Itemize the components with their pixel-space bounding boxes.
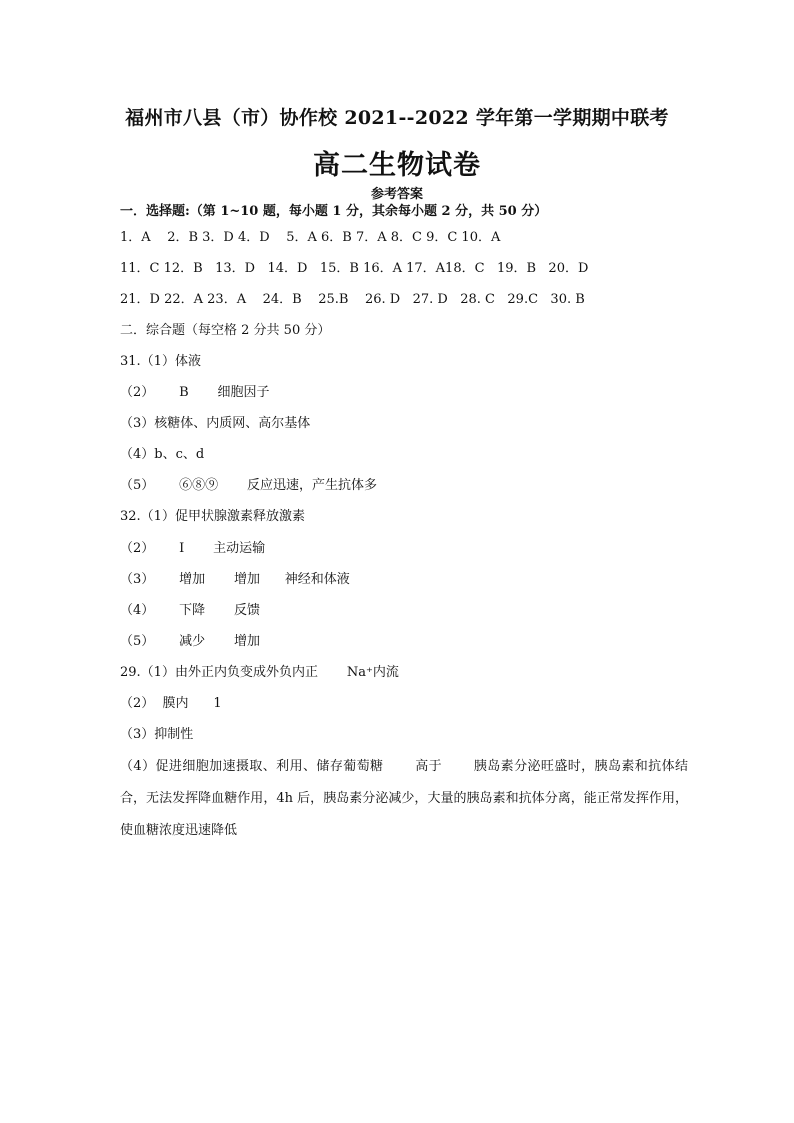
section2-heading: 二．综合题（每空格 2 分共 50 分） (120, 323, 331, 338)
q32-answer-4: （4） 下降 反馈 (120, 603, 260, 618)
q32-answer-2: （2） I 主动运输 (120, 541, 266, 556)
q32-answer-3: （3） 增加 增加 神经和体液 (120, 572, 350, 587)
exam-title: 福州市八县（市）协作校 2021--2022 学年第一学期期中联考 (125, 107, 669, 129)
mc-answers-row-1: 1．A 2．B 3．D 4．D 5．A 6．B 7．A 8．C 9．C 10．A (120, 230, 501, 245)
q29-answer-1: 29.（1）由外正内负变成外负内正 Na⁺内流 (120, 665, 399, 680)
answer-key-heading: 参考答案 (370, 187, 423, 202)
q31-answer-5: （5） ⑥⑧⑨ 反应迅速，产生抗体多 (120, 478, 377, 493)
q31-answer-4: （4）b、c、d (120, 447, 205, 462)
mc-answers-row-2: 11．C 12．B 13．D 14．D 15．B 16．A 17．A18．C 19．B 20．D (120, 261, 589, 276)
mc-answers-row-3: 21．D 22．A 23．A 24．B 25.B 26. D 27. D 28. C 29.C 30. B (120, 292, 585, 307)
section1-heading: 一．选择题:（第 1~10 题，每小题 1 分，其余每小题 2 分，共 50 分） (120, 204, 548, 219)
q31-answer-2: （2） B 细胞因子 (120, 385, 270, 400)
q32-answer-5: （5） 减少 增加 (120, 634, 260, 649)
exam-subtitle: 高二生物试卷 (313, 150, 481, 181)
q32-answer-1: 32.（1）促甲状腺激素释放激素 (120, 509, 305, 524)
q29-answer-2: （2） 膜内 1 (120, 696, 222, 711)
q29-answer-4-paragraph: （4）促进细胞加速摄取、利用、储存葡萄糖 高于 胰岛素分泌旺盛时，胰岛素和抗体结合，无法发挥降血糖作用，4h 后，胰岛素分泌减少，大量的胰岛素和抗体分离，能正常发挥作用，使血糖浓度迅速降低 (120, 759, 688, 838)
q31-answer-3: （3）核糖体、内质网、高尔基体 (120, 416, 311, 431)
q31-answer-1: 31.（1）体液 (120, 354, 201, 369)
q29-answer-3: （3）抑制性 (120, 727, 194, 742)
